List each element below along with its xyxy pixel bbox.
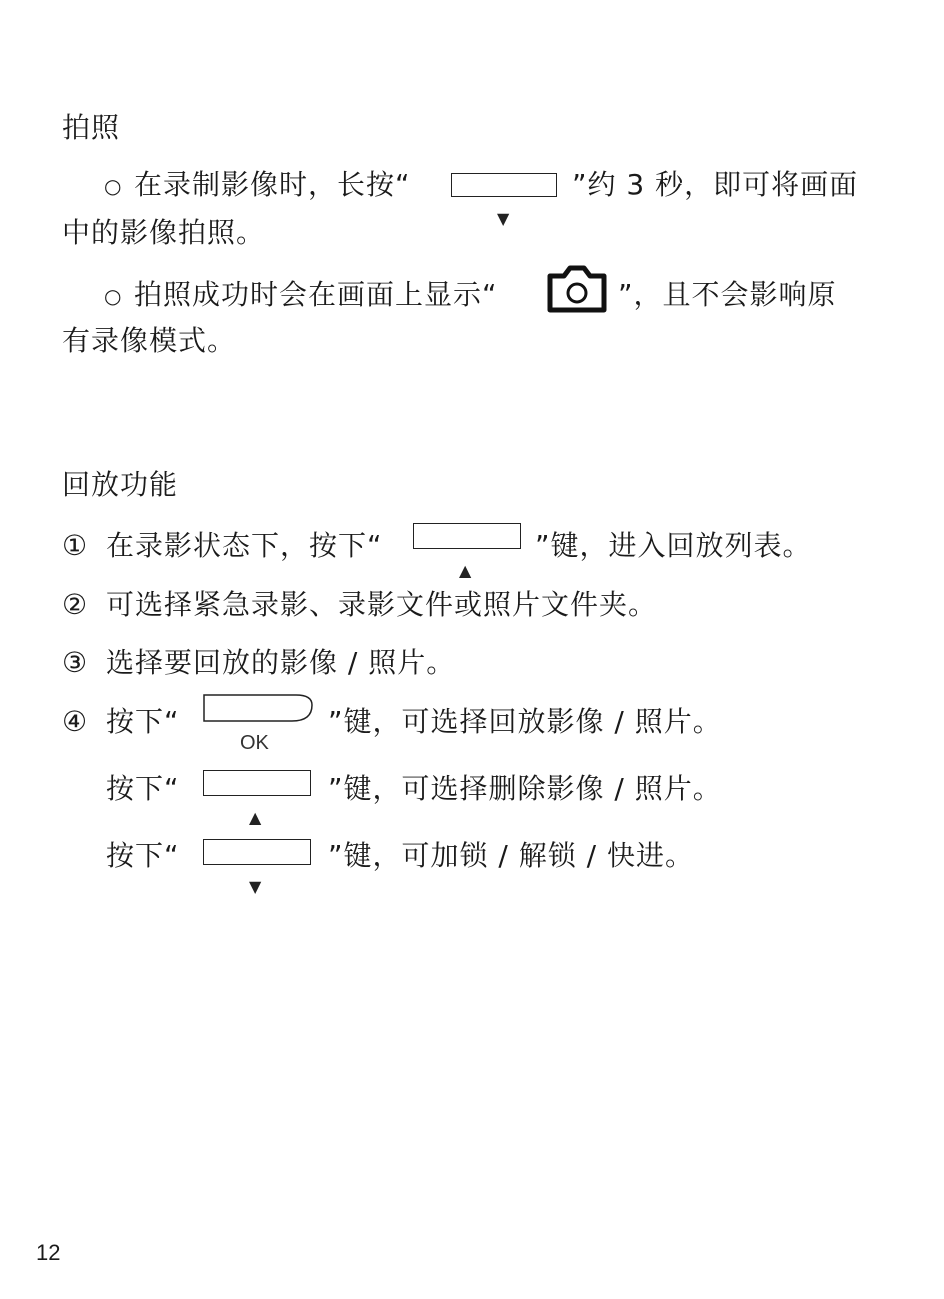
arrow-up-icon: ▲ <box>249 808 262 827</box>
down-button-graphic <box>203 839 311 865</box>
paragraph-text: 拍照成功时会在画面上显示“ <box>134 278 498 311</box>
arrow-up-icon: ▲ <box>459 561 472 580</box>
down-button-graphic <box>451 173 557 197</box>
step-text: ”键，可选择删除影像 / 照片。 <box>328 772 722 805</box>
step-text: ”键，可加锁 / 解锁 / 快进。 <box>328 839 694 872</box>
bullet-icon: ○ <box>104 284 123 308</box>
arrow-down-icon: ▼ <box>497 209 510 228</box>
ok-button-graphic <box>202 691 314 725</box>
paragraph-text: ”，且不会影响原 <box>618 278 837 311</box>
up-button-graphic <box>413 523 521 549</box>
paragraph-text: ”约 3 秒，即可将画面 <box>572 168 859 201</box>
step-text: 按下“ <box>106 839 180 872</box>
step-text: ”键，可选择回放影像 / 照片。 <box>328 705 722 738</box>
step-text: 选择要回放的影像 / 照片。 <box>106 646 456 679</box>
step-number: ② <box>62 588 89 621</box>
step-text: 按下“ <box>106 705 180 738</box>
step-number: ① <box>62 529 89 562</box>
bullet-icon: ○ <box>104 174 123 198</box>
step-text: 在录影状态下，按下“ <box>106 529 383 562</box>
section-heading-playback: 回放功能 <box>62 468 179 501</box>
step-text: 按下“ <box>106 772 180 805</box>
paragraph-text: 中的影像拍照。 <box>62 216 266 249</box>
paragraph-text: 在录制影像时，长按“ <box>134 168 411 201</box>
arrow-down-icon: ▼ <box>249 877 262 896</box>
up-button-graphic <box>203 770 311 796</box>
section-heading-photo: 拍照 <box>62 111 121 144</box>
camera-icon <box>546 262 608 314</box>
step-number: ③ <box>62 646 89 679</box>
ok-label: OK <box>240 732 269 754</box>
paragraph-text: 有录像模式。 <box>62 324 237 357</box>
step-text: ”键，进入回放列表。 <box>535 529 812 562</box>
step-number: ④ <box>62 705 89 738</box>
step-text: 可选择紧急录影、录影文件或照片文件夹。 <box>106 588 658 621</box>
page-number: 12 <box>36 1240 61 1265</box>
